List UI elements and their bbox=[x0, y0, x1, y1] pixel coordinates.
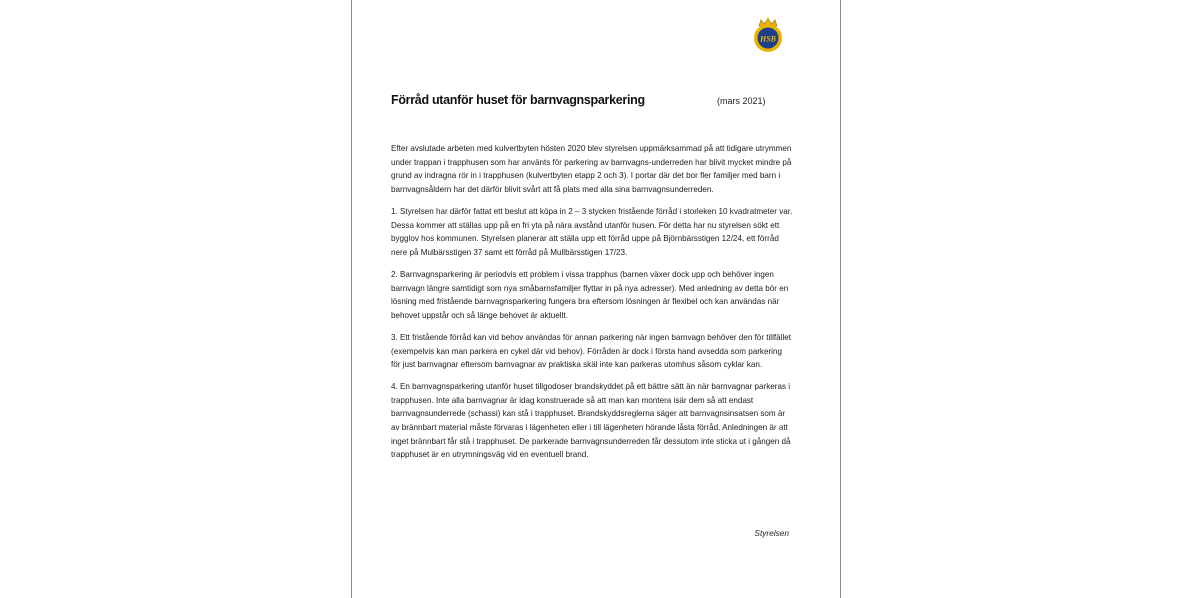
document-page bbox=[351, 0, 841, 598]
hsb-logo-icon bbox=[751, 17, 785, 53]
logo-text: HSB bbox=[759, 34, 777, 44]
intro-paragraph: Efter avslutade arbeten med kulvertbyten hösten 2020 blev styrelsen uppmärksammad på att tidigare utrymmen under trappan i trapphusen som har använts för parkering av barnvagns-underreden har blivit mycket mindre på grund av indragna rör in i trapphusen (kulvertbyten etapp 2 och 3). I portar där det bor fler familjer med barn i barnvagnsåldern har det därför blivit svårt att få plats med alla sina barnvagnsunderreden. bbox=[391, 144, 792, 194]
paragraph-4: 4. En barnvagnsparkering utanför huset tillgodoser brandskyddet på ett bättre sätt än när barnvagnar parkeras i trapphusen. Inte alla barnvagnar är idag konstruerade så att man kan montera isär dem så att endast barnvagnsunderrede (schassi) kan stå i trapphuset. Brandskyddsreglerna säger att barnvagnsinsatsen som är av brännbart material måste förvaras i lägenheten eller i till lägenheten hörande låsta förråd. Anledningen är att inget brännbart får stå i trapphuset. De parkerade barnvagnsunderreden får dessutom inte sticka ut i gången då trapphuset är en utrymningsväg vid en eventuell brand. bbox=[391, 382, 791, 460]
document-date: (mars 2021) bbox=[717, 96, 766, 106]
paragraph-3: 3. Ett fristående förråd kan vid behov användas för annan parkering när ingen barnvagn behöver den för tillfället (exempelvis kan man parkera en cykel där vid behov). Förråden är dock i första hand avsedda som parkering för just barnvagnar eftersom barnvagnar av praktiska skäl inte kan parkeras utomhus såsom cyklar kan. bbox=[391, 332, 791, 370]
paragraph-1: 1. Styrelsen har därför fattat ett beslut att köpa in 2 – 3 stycken fristående förråd i storleken 10 kvadratmeter var. Dessa kommer att ställas upp på en fri yta på nära avstånd utanför husen. För detta har nu styrelsen sökt ett bygglov hos kommunen. Styrelsen planerar att ställa upp ett förråd uppe på Björnbärsstigen 12/24, ett förråd nere på Mulbärsstigen 37 samt ett förråd på Mullbärsstigen 17/23. bbox=[391, 206, 793, 257]
paragraph-2: 2. Barnvagnsparkering är periodvis ett problem i vissa trapphus (barnen växer dock upp och behöver ingen barnvagn längre samtidigt som nya småbarnsfamiljer flyttar in på nya adresser). Med anledning av detta bör en lösning med fristående barnvagnsparkering fungera bra eftersom lösningen är flexibel och kan användas när behovet uppstår och så länge behovet är aktuellt. bbox=[391, 269, 789, 320]
document-body bbox=[391, 142, 793, 470]
signature: Styrelsen bbox=[754, 528, 789, 538]
document-title: Förråd utanför huset för barnvagnsparkering bbox=[391, 93, 645, 107]
